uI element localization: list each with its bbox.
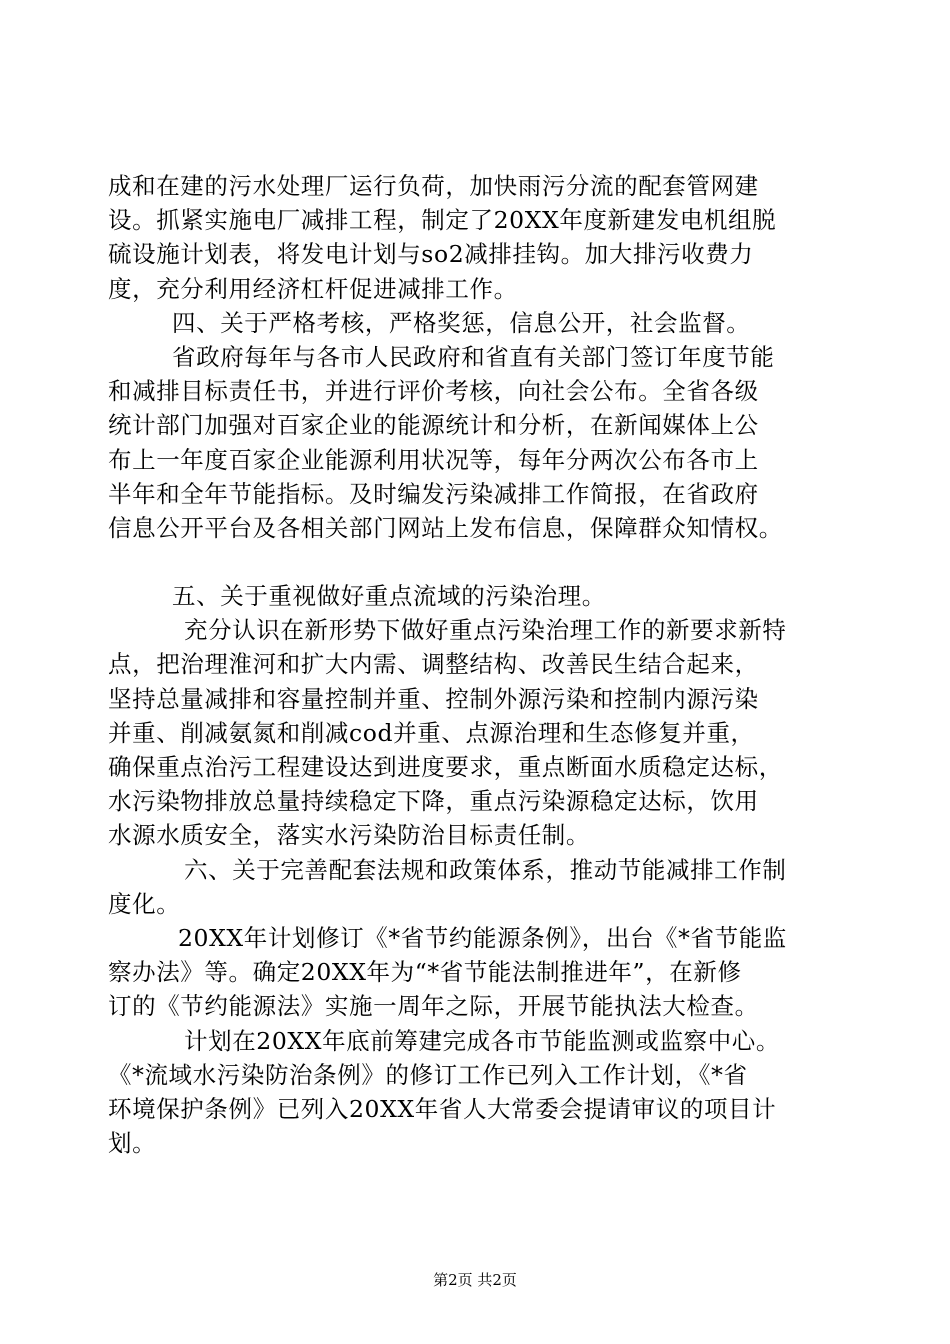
text-line: 察办法》等。确定20XX年为“*省节能法制推进年”，在新修 [108,958,742,987]
text-line: 成和在建的污水处理厂运行负荷，加快雨污分流的配套管网建 [108,172,759,200]
section-heading-4: 四、关于严格考核，严格奖惩，信息公开，社会监督。 [172,308,751,337]
text-line: 水污染物排放总量持续稳定下降，重点污染源稳定达标，饮用 [108,787,759,816]
text-line: 硫设施计划表，将发电计划与so2减排挂钩。加大排污收费力 [108,240,754,269]
text-line: 环境保护条例》已列入20XX年省人大常委会提请审议的项目计 [108,1094,777,1123]
page-footer [0,1270,950,1290]
text-line: 确保重点治污工程建设达到进度要求，重点断面水质稳定达标， [108,753,783,781]
text-line: 计划在20XX年底前筹建完成各市节能监测或监察中心。 [184,1026,780,1055]
text-line: 信息公开平台及各相关部门网站上发布信息，保障群众知情权。 [108,513,783,542]
page-number: 第2页 共2页 [433,1271,517,1289]
section-heading-5: 五、关于重视做好重点流域的污染治理。 [172,582,606,611]
text-line: 划。 [108,1129,157,1158]
text-line: 水源水质安全，落实水污染防治目标责任制。 [108,821,590,850]
text-line: 并重、削减氨氮和削减cod并重、点源治理和生态修复并重， [108,718,755,747]
text-line: 设。抓紧实施电厂减排工程，制定了20XX年度新建发电机组脱 [108,206,777,235]
text-line: 订的《节约能源法》实施一周年之际，开展节能执法大检查。 [108,992,759,1021]
text-line: 《*流域水污染防治条例》的修订工作已列入工作计划，《*省 [108,1060,748,1089]
text-line: 点，把治理淮河和扩大内需、调整结构、改善民生结合起来， [108,650,759,679]
text-line: 度，充分利用经济杠杆促进减排工作。 [108,274,518,303]
section-heading-6: 六、关于完善配套法规和政策体系，推动节能减排工作制 [184,855,787,884]
text-line: 和减排目标责任书，并进行评价考核，向社会公布。全省各级 [108,377,759,406]
text-line: 布上一年度百家企业能源利用状况等，每年分两次公布各市上 [108,445,759,474]
text-line: 省政府每年与各市人民政府和省直有关部门签订年度节能 [172,342,775,371]
text-line: 半年和全年节能指标。及时编发污染减排工作简报，在省政府 [108,479,759,508]
text-line: 统计部门加强对百家企业的能源统计和分析，在新闻媒体上公 [108,411,759,440]
text-line: 度化。 [108,889,181,918]
text-line: 充分认识在新形势下做好重点污染治理工作的新要求新特 [184,616,787,645]
paragraph-gap [108,545,858,579]
document-body [108,169,858,1160]
text-line: 坚持总量减排和容量控制并重、控制外源污染和控制内源污染 [108,684,759,713]
text-line: 20XX年计划修订《*省节约能源条例》，出台《*省节能监 [178,923,787,952]
